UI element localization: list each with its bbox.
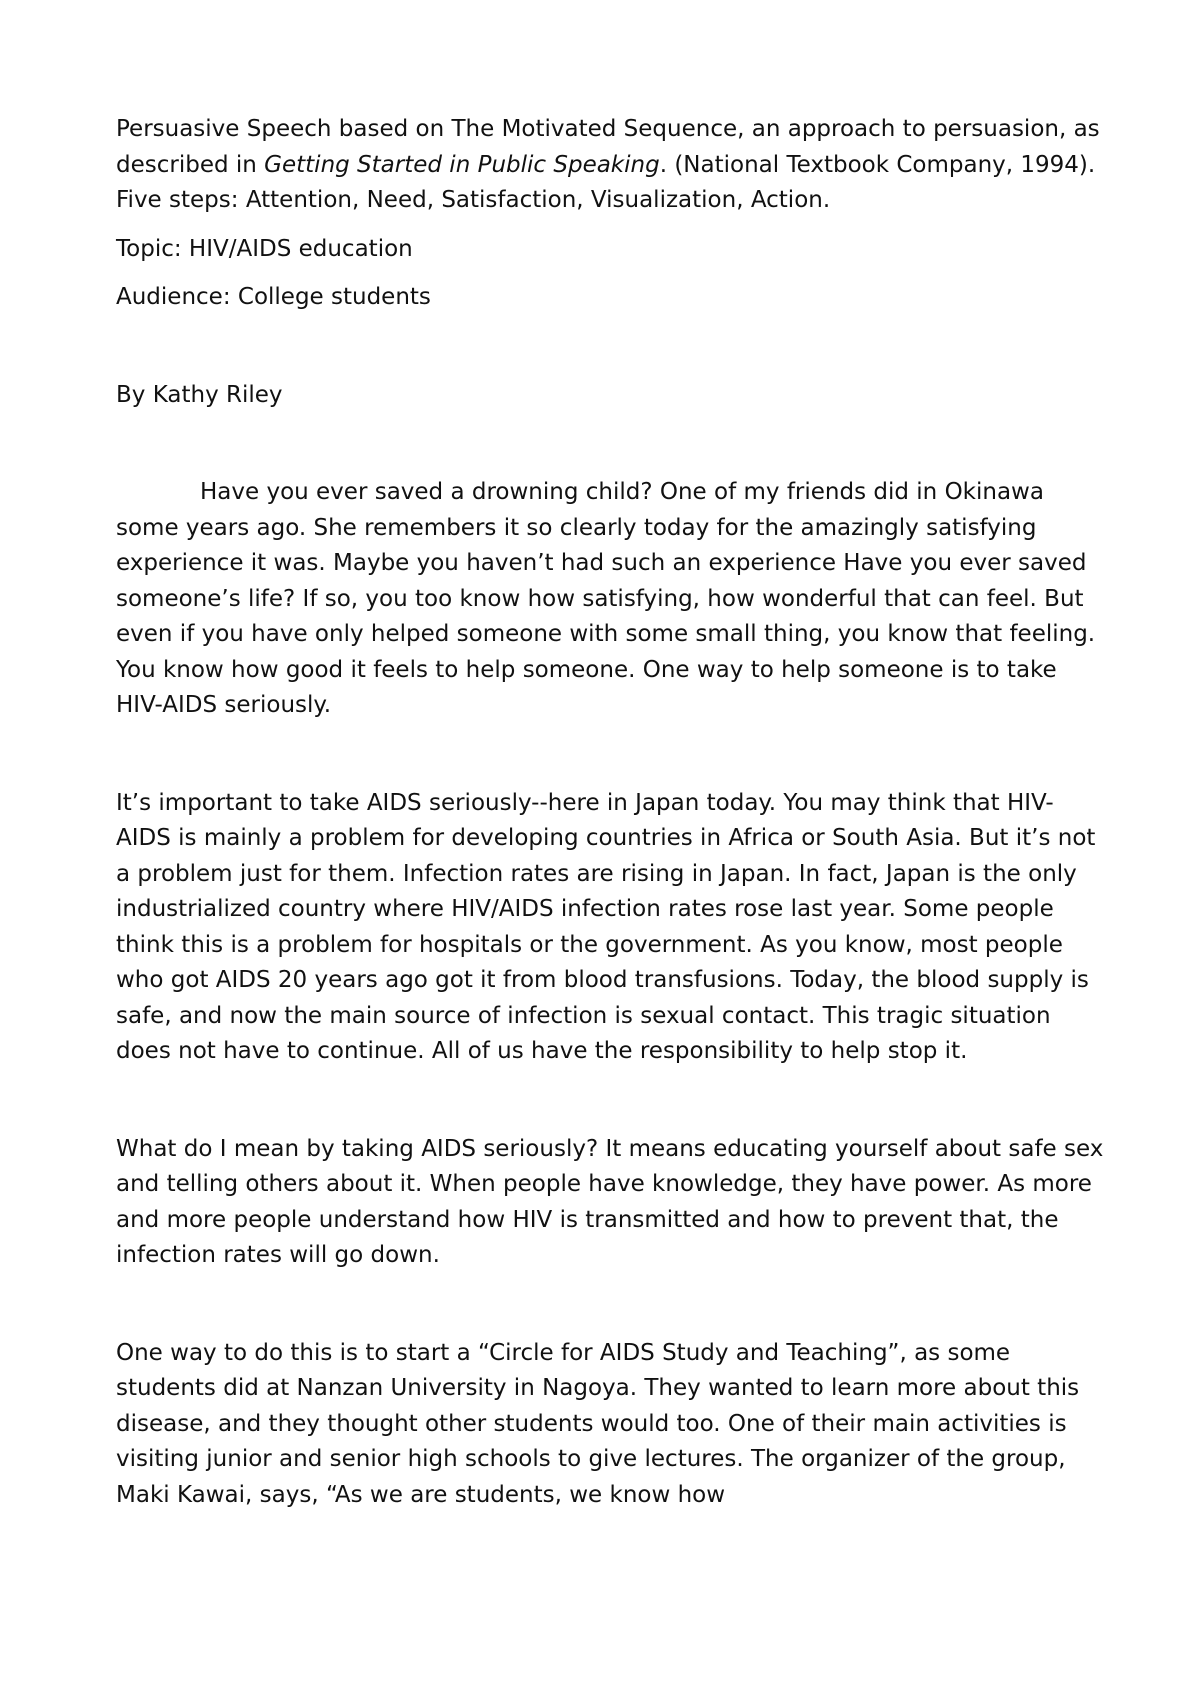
body-paragraph-2: It’s important to take AIDS seriously--here in Japan today. You may think that HIV-AIDS is mainly a problem for developing countries in Africa or South Asia. But it’s not a problem just for them. Infection rates are rising in Japan. In fact, Japan is the only industrialized country where HIV/AIDS infection rates rose last year. Some people think this is a problem for hospitals or the government. As you know, most people who got AIDS 20 years ago got it from blood transfusions. Today, the blood supply is safe, and now the main source of infection is sexual contact. This tragic situation does not have to continue. All of us have the responsibility to help stop it. [116,789,1096,1064]
intro-paragraph [116,112,1106,219]
document-page [116,112,1106,1513]
body-paragraph-4: One way to do this is to start a “Circle for AIDS Study and Teaching”, as some students did at Nanzan University in Nagoya. They wanted to learn more about this disease, and they thought other students would too. One of their main activities is visiting junior and senior high schools to give lectures. The organizer of the group, Maki Kawai, says, “As we are students, we know how [116,1339,1080,1508]
intro-text: Persuasive Speech based on The Motivated Sequence, an approach to persuasion, as described in [116,116,1100,178]
author-byline: By Kathy Riley [116,381,283,408]
body-paragraph-1-text: Have you ever saved a drowning child? One of my friends did in Okinawa some years ago. She remembers it so clearly today for the amazingly satisfying experience it was. Maybe you haven’t had such an experience Have you ever saved someone’s life? If so, you too know how satisfying, how wonderful that can feel. But even if you have only helped someone with some small thing, you know that feeling. You know how good it feels to help someone. One way to help someone is to take HIV-AIDS seriously. [116,479,1096,718]
book-title: Getting Started in Public Speaking [264,151,660,178]
topic-line: Topic: HIV/AIDS education [116,235,413,262]
intro-text-continued: . (National Textbook Company, 1994). Five steps: Attention, Need, Satisfaction, Visualization, Action. [116,151,1096,213]
body-paragraph-1 [116,475,1106,724]
audience-line: Audience: College students [116,284,431,310]
body-paragraph-3: What do I mean by taking AIDS seriously? It means educating yourself about safe sex and telling others about it. When people have knowledge, they have power. As more and more people understand how HIV is transmitted and how to prevent that, the infection rates will go down. [116,1135,1104,1268]
